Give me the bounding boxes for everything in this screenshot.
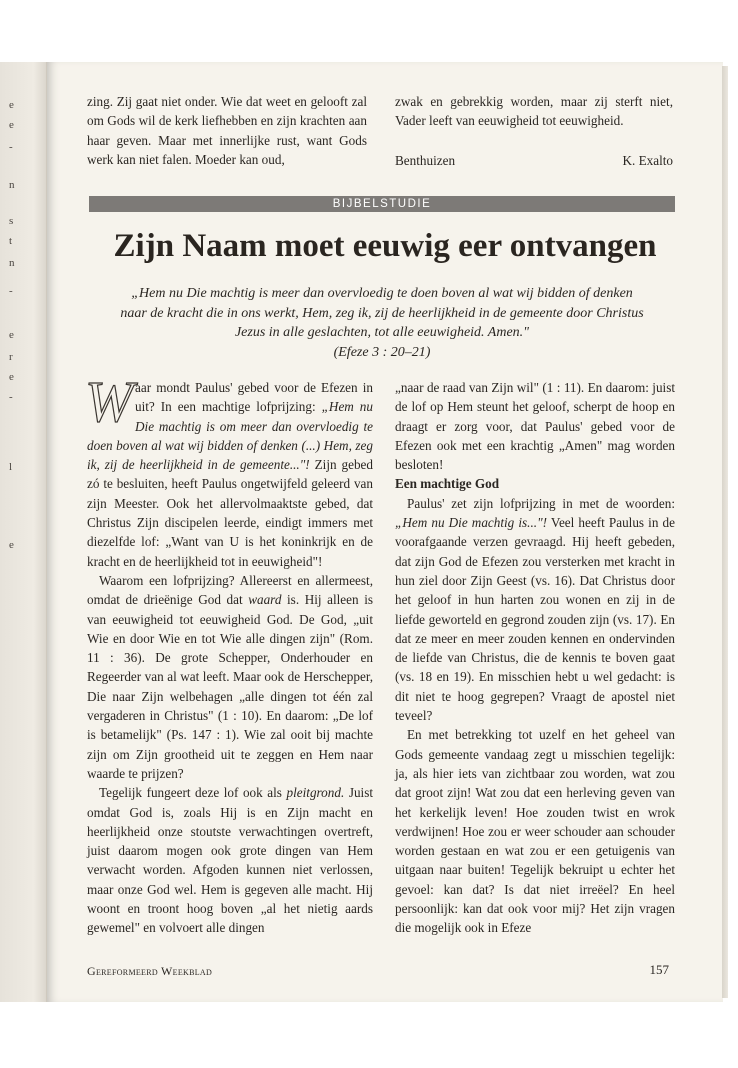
signature-place: Benthuizen	[395, 153, 456, 168]
body-paragraph: „naar de raad van Zijn wil" (1 : 11). En daarom: juist de lof op Hem steunt het geloof, scherpt de hoop en draagt er zorg voor, dat Paulus' gebed voor de Efezen ook met een krachtig „Amen" mag worden besloten!	[395, 380, 675, 473]
page-edge-shadow	[722, 66, 728, 998]
margin-char: e	[9, 371, 14, 383]
facing-page-edge	[0, 62, 48, 1002]
previous-article-left-column	[87, 92, 367, 169]
previous-article-text: zing. Zij gaat niet onder. Wie dat weet en gelooft zal om Gods wil de kerk liefhebben en zijn krachten aan haar geven. Maar met innerlijke rust, want Gods werk kan niet falen. Moeder kan oud,	[87, 94, 367, 167]
previous-article-text: zwak en gebrekkig worden, maar zij sterft niet, Vader leeft van eeuwigheid tot eeuwigheid.	[395, 94, 673, 129]
publication-name: Gereformeerd Weekblad	[87, 964, 213, 978]
margin-char: -	[9, 391, 13, 403]
margin-char: n	[9, 179, 15, 191]
margin-char: e	[9, 539, 14, 551]
margin-char: n	[9, 257, 15, 269]
margin-char: e	[9, 119, 14, 131]
margin-char: t	[9, 235, 13, 247]
subheading: Een machtige God	[395, 476, 500, 492]
article-left-column	[85, 369, 374, 938]
margin-char: r	[9, 351, 13, 363]
body-paragraph: En met betrekking tot uzelf en het geheel van Gods gemeente vandaag zegt u misschien tegelijk: ja, als hier iets van zichtbaar zou worden, wat zou dat groot zijn! Wat zou dat een herleving geven van het kerkelijk leven! Hoe zouden twist en wrok verdwijnen! Hoe zou er weer schouder aan schouder worden gestaan en wat zou er een getuigenis van uitgaan naar buiten! Tegelijk bekruipt u echter het gevoel: kan dat? Is dat niet irreëel? En heel persoonlijk: kan dat ook voor mij? Het zijn vragen die mogelijk ook in Efeze	[395, 727, 675, 936]
margin-char: s	[9, 215, 14, 227]
dropcap-letter: W	[85, 369, 134, 434]
body-paragraph: Tegelijk fungeert deze lof ook als pleitgrond. Juist omdat God is, zoals Hij is en Zijn macht en heerlijkheid onze stoutste verwachtingen overtreft, juist daarom mogen ook grote dingen van Hem verwacht worden. Afgoden kunnen niet verlossen, maar onze God wel. Hem is gegeven alle macht. Hij woont en troont hoog boven „al het nietig aards gewemel" en volvoert alle dingen	[87, 785, 374, 936]
body-paragraph: Paulus' zet zijn lofprijzing in met de woorden: „Hem nu Die machtig is..."! Veel heeft Paulus in de voorafgaande verzen gevraagd. Hij heeft gebeden, dat zijn God de Efezen zou versterken met kracht in hun ziel door Zijn Geest (vs. 16). Dat Christus door het geloof in hun harten zou wonen en zij in de liefde geworteld en gegrond zouden zijn (vs. 17). En dat ze meer en meer zouden kennen en ondervinden de liefde van Christus, die de kennis te boven gaat (vs. 18 en 19). En misschien hebt u wel gedacht: is dit niet te hoog gegrepen? Vraagt de apostel niet teveel?	[395, 495, 675, 724]
body-paragraph: Waar mondt Paulus' gebed voor de Efezen in uit? In een machtige lofprijzing: „Hem nu Die machtig is om meer dan overvloedig te doen boven al wat wij bidden of denken (...) Hem, zeg ik, zij de heerlijkheid in de gemeente..."! Zijn gebed zó te besluiten, heeft Paulus ongetwijfeld geleerd van zijn Meester. Ook het allervolmaaktste gebed, dat Christus Zijn discipelen leerde, eindigt immers met diezelfde lof: „Want van U is het koninkrijk en de kracht en de heerlijkheid tot in eeuwigheid"!	[85, 369, 373, 569]
body-paragraph: Waarom een lofprijzing? Allereerst en allermeest, omdat de drieënige God dat waard is. Hij alleen is van eeuwigheid tot eeuwigheid God. De God, „uit Wie en door Wie en tot Wie alle dingen zijn" (Rom. 11 : 36). De grote Schepper, Onderhouder en Regeerder van al wat leeft. Maar ook de Herschepper, Die naar Zijn welbehagen „alle dingen tot één zal vergaderen in Christus" (1 : 10). En daarom: „De lof is betamelijk" (Ps. 147 : 1). Wie zal ooit bij machte zijn om Zijn grootheid uit te zeggen en Hem naar waarde te prijzen?	[87, 572, 373, 781]
magazine-page	[46, 62, 723, 1002]
margin-char: e	[9, 329, 14, 341]
margin-char: e	[9, 99, 14, 111]
page-number: 157	[649, 962, 669, 977]
margin-char: l	[9, 461, 13, 473]
scripture-quote	[117, 284, 647, 362]
article-headline: Zijn Naam moet eeuwig eer ontvangen	[113, 228, 657, 264]
quote-text: „Hem nu Die machtig is meer dan overvloedig te doen boven al wat wij bidden of denken naar de kracht die in ons werkt, Hem, zeg ik, zij de heerlijkheid in de gemeente door Christus Jezus in alle geslachten, tot alle eeuwigheid. Amen."	[120, 286, 644, 340]
quote-reference: (Efeze 3 : 20–21)	[333, 344, 431, 360]
article-right-column	[395, 378, 675, 938]
signature-author: K. Exalto	[622, 153, 673, 168]
margin-char: -	[9, 285, 13, 297]
margin-char: -	[9, 141, 13, 153]
section-label: BIJBELSTUDIE	[89, 196, 675, 212]
previous-article-right-column	[395, 92, 673, 131]
